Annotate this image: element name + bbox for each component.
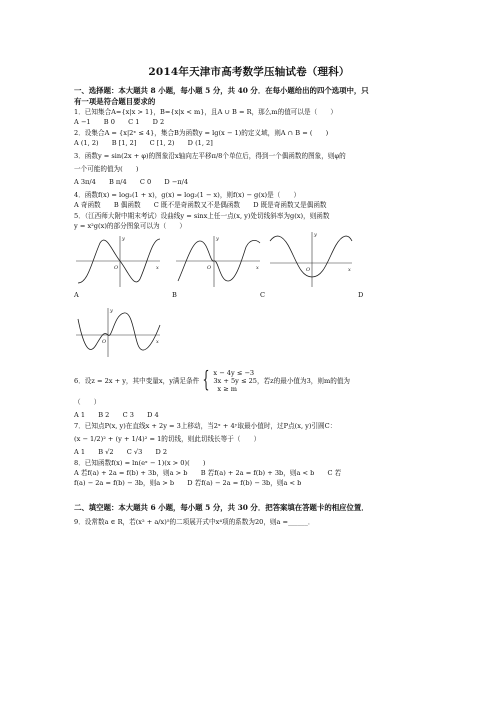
- graph-c: [266, 229, 356, 289]
- q6-cond1: x − 4y ≤ −3: [213, 369, 255, 377]
- q6-brace: {: [202, 368, 210, 393]
- graph-c-y-label: y: [314, 232, 317, 238]
- q1-options: A −1 B 0 C 1 D 2: [74, 118, 165, 126]
- q3-text-line1: 3．函数y = sin(2x + φ)的图象沿x轴向左平移π/8个单位后，得到一个偶函数的图象，则φ的: [74, 152, 346, 160]
- page-title: 2014年天津市高考数学压轴试卷（理科）: [148, 66, 350, 78]
- graph-c-origin: O: [306, 267, 311, 273]
- q6-cond3: x ≥ m: [217, 385, 238, 393]
- question-9: [74, 517, 424, 527]
- graph-a-origin: O: [114, 265, 119, 271]
- graph-b-y-label: y: [216, 236, 219, 242]
- graph-c-label: C: [260, 291, 266, 299]
- q5-text-line2: y = x²g(x)的部分图象可以为（ ）: [74, 222, 187, 230]
- q4-text: 4．函数f(x) = log₂(1 + x)，g(x) = log₂(1 − x)，则f(x) − g(x)是（ ）: [74, 191, 301, 199]
- q3-options: A 3π/4 B π/4 C 0 D −π/4: [74, 178, 189, 186]
- question-5: [74, 211, 424, 359]
- q5-text-line1: 5．（江西师大附中期末考试）设曲线y = sinx上任一点(x, y)处切线斜率为g(x)，则函数: [74, 212, 330, 220]
- q8-options-line1: A 若f(a) + 2a = f(b) + 3b，则a > b B 若f(a) + 2a = f(b) + 3b，则a < b C 若: [74, 469, 342, 477]
- q6-paren: （ ）: [74, 398, 101, 406]
- graph-b-x-label: x: [256, 265, 259, 271]
- graph-d-origin: O: [102, 339, 107, 345]
- q2-text: 2．设集合A = {x|2ˣ ≤ 4}，集合B为函数y = lg(x − 1)的定义域，则A ∩ B = ( ): [74, 129, 329, 137]
- question-4: [74, 190, 424, 210]
- q6-suffix: ，若z的最小值为3，则m的值为: [256, 377, 351, 385]
- graph-b-label: B: [172, 291, 177, 299]
- q4-options: A 奇函数 B 偶函数 C 既不是奇函数又不是偶函数 D 既是奇函数又是偶函数: [74, 201, 327, 209]
- graph-d-y-label: y: [110, 308, 113, 314]
- q9-text: 9．设常数a ∈ R，若(x² + a/x)⁵的二项展开式中x⁴项的系数为20，则a =______．: [74, 518, 315, 526]
- q7-text-line2: (x − 1/2)² + (y + 1/4)² = 1的切线，则此切线长等于（ ）: [74, 435, 261, 443]
- question-7: [74, 421, 424, 457]
- q6-options: A 1 B 2 C 3 D 4: [74, 411, 159, 419]
- graph-a: [74, 233, 164, 289]
- q1-text: 1．已知集合A={x|x > 1}，B={x|x < m}，且A ∪ B = R，那么m的值可以是（ ）: [74, 108, 337, 116]
- graph-b-origin: O: [207, 265, 212, 271]
- question-8: [74, 458, 424, 488]
- question-6: [74, 369, 424, 420]
- q3-text-line2: 一个可能的值为( ): [74, 165, 139, 173]
- graph-b: [174, 233, 264, 289]
- graph-a-y-label: y: [122, 236, 125, 242]
- q5-figures: [74, 233, 424, 329]
- question-3: [74, 151, 424, 187]
- q6-cond2: 3x + 5y ≤ 25: [213, 377, 257, 385]
- q6-conditions: [213, 369, 257, 393]
- q8-options-line2: f(a) − 2a = f(b) − 3b，则a > b D 若f(a) − 2a = f(b) − 3b，则a < b: [74, 479, 302, 487]
- section1-header-line1: 一、选择题：本大题共 8 小题，每小题 5 分，共 40 分．在每小题给出的四个选项中，只: [74, 86, 369, 95]
- q7-text-line1: 7．已知点P(x, y)在直线x + 2y = 3上移动，当2ˣ + 4ʸ取最小值时，过P点(x, y)引圆C：: [74, 422, 337, 430]
- graph-a-label: A: [74, 291, 79, 299]
- question-2: [74, 128, 424, 148]
- graph-d-x-label: x: [156, 339, 159, 345]
- graph-c-x-label: x: [348, 267, 351, 273]
- q2-options: A (1, 2) B [1, 2] C [1, 2) D (1, 2]: [74, 139, 213, 147]
- section2-header: 二、填空题：本大题共 6 小题，每小题 5 分，共 30 分．把答案填在答题卡的相应位置．: [74, 503, 369, 512]
- q6-prefix: 6．设z = 2x + y，其中变量x，y满足条件: [74, 377, 200, 385]
- section1-header-line2: 有一项是符合题目要求的: [74, 97, 156, 106]
- q7-options: A 1 B √2 C √3 D 2: [74, 448, 168, 456]
- question-1: [74, 107, 424, 127]
- graph-d-label: D: [358, 291, 364, 299]
- exam-page: [74, 64, 424, 528]
- graph-a-x-label: x: [156, 265, 159, 271]
- q8-text: 8．已知函数f(x) = ln(eˣ − 1)(x > 0)( ): [74, 459, 206, 467]
